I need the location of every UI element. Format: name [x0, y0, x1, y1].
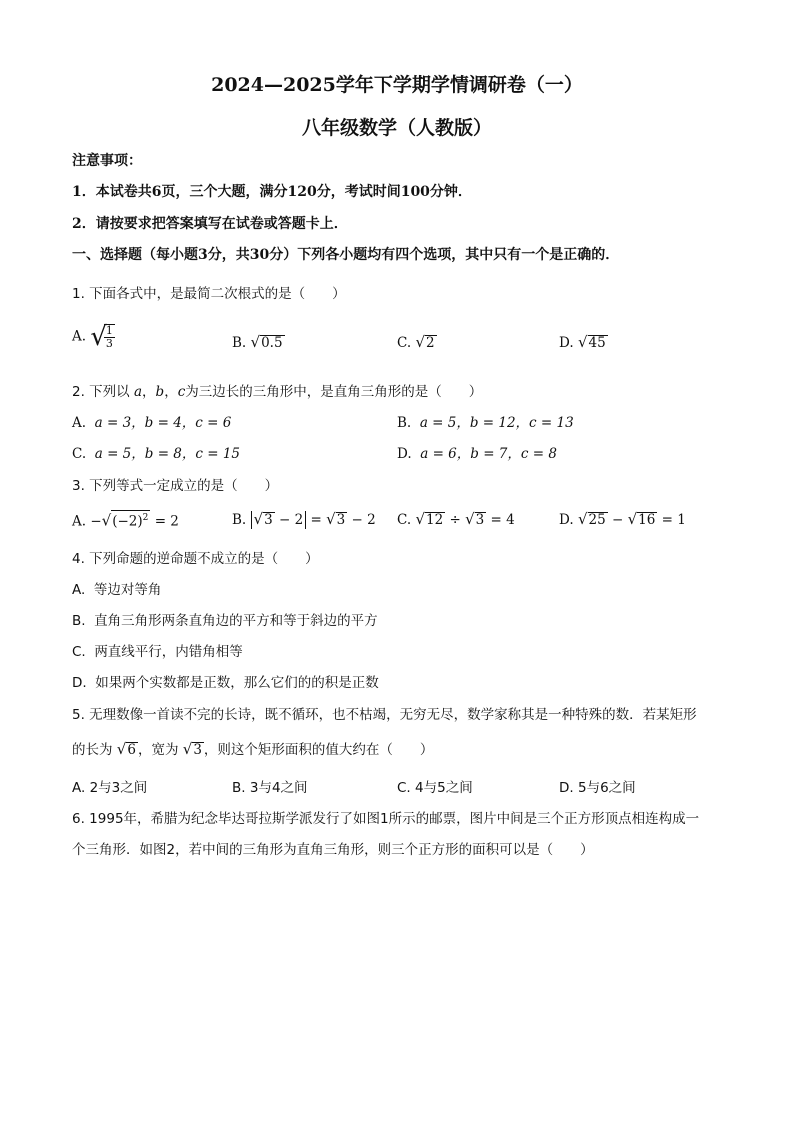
- question-6-stem: 6. 1995年，希腊为纪念毕达哥拉斯学派发行了如图1所示的邮票，图片中间是三个正方形顶点相连构成一: [72, 811, 700, 827]
- q5-option-a: A. 2与3之间: [72, 780, 148, 796]
- note-item: 1．本试卷共6页，三个大题，满分120分，考试时间100分钟．: [72, 184, 472, 200]
- q1-option-a: A. √ $\frac{1}{3}$: [72, 322, 113, 352]
- q1-option-b: B. √0.5: [232, 333, 283, 351]
- q3-option-c: C. √12 ÷ √3 = 4: [397, 510, 515, 528]
- q2-option-c: C. a = 5，b = 8，c = 15: [72, 446, 241, 462]
- q2-option-a: A. a = 3，b = 4，c = 6: [72, 415, 232, 431]
- q1-option-d: D. √45: [559, 333, 606, 351]
- q4-option-b: B. 直角三角形两条直角边的平方和等于斜边的平方: [72, 613, 378, 629]
- q5-option-c: C. 4与5之间: [397, 780, 473, 796]
- note-item: 2．请按要求把答案填写在试卷或答题卡上．: [72, 216, 348, 232]
- q5-option-b: B. 3与4之间: [232, 780, 308, 796]
- page-subtitle: 八年级数学（人教版）: [301, 117, 492, 139]
- q4-option-a: A. 等边对等角: [72, 582, 162, 598]
- question-3-stem: 3. 下列等式一定成立的是（ ）: [72, 478, 279, 494]
- question-4-stem: 4. 下列命题的逆命题不成立的是（ ）: [72, 551, 319, 567]
- q1-option-c: C. √2: [397, 333, 435, 351]
- q2-option-d: D. a = 6，b = 7，c = 8: [397, 446, 557, 462]
- page-title: 2024—2025学年下学期学情调研卷（一）: [211, 74, 583, 96]
- q3-option-b: B. √3 − 2 = √3 − 2: [232, 510, 376, 528]
- q4-option-d: D. 如果两个实数都是正数，那么它们的的积是正数: [72, 675, 379, 691]
- q4-option-c: C. 两直线平行，内错角相等: [72, 644, 243, 660]
- question-1-stem: 1. 下面各式中，是最简二次根式的是（ ）: [72, 286, 346, 302]
- question-5-stem: 5. 无理数像一首读不完的长诗，既不循环，也不枯竭，无穷无尽，数学家称其是一种特殊的数．若某矩形: [72, 707, 697, 723]
- question-5-stem-line2: 的长为 √6 ，宽为 √3 ，则这个矩形面积的值大约在（ ）: [72, 740, 434, 758]
- question-6-stem-line2: 个三角形．如图2，若中间的三角形为直角三角形，则三个正方形的面积可以是（ ）: [72, 842, 594, 858]
- q3-option-d: D. √25 − √16 = 1: [559, 510, 686, 528]
- q5-option-d: D. 5与6之间: [559, 780, 636, 796]
- notes-heading: 注意事项：: [72, 153, 142, 169]
- q3-option-a: A. $-√(-2)^2 = 2$: [72, 511, 179, 530]
- section-heading: 一、选择题（每小题3分，共30分）下列各小题均有四个选项，其中只有一个是正确的．: [72, 247, 620, 263]
- question-2-stem: 2. 下列以 a，b，c为三边长的三角形中，是直角三角形的是（ ）: [72, 384, 483, 400]
- q2-option-b: B. a = 5，b = 12，c = 13: [397, 415, 574, 431]
